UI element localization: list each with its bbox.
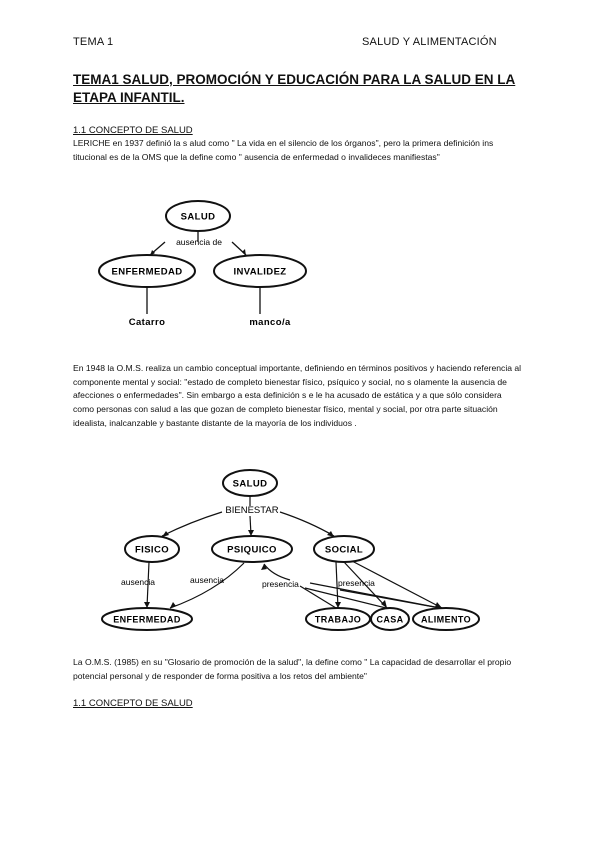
diagram2-psiquico-label: PSIQUICO — [227, 544, 277, 556]
diagram1-enfermedad-label: ENFERMEDAD — [111, 266, 183, 278]
diagram2-alimento-label: ALIMENTO — [420, 614, 472, 625]
diagram1-manco-label: manco/a — [249, 317, 291, 328]
diagram2-edge-presencia-trabajo — [300, 586, 336, 608]
diagram2-presencia-label-2: presencia — [338, 578, 375, 588]
diagram1-catarro-label: Catarro — [128, 317, 166, 328]
diagram2-bienestar-label: BIENESTAR — [225, 505, 279, 516]
diagram2-social-label: SOCIAL — [324, 544, 364, 556]
paragraph-oms-1948: En 1948 la O.M.S. realiza un cambio conceptual importante, definiendo en términos positivos y haciendo referencia al componente mental y social: "estado de completo bienestar físico, psíquico y social, no s olamente la ausencia de afecciones o enfermedades". Sin embargo a esta definición s e le ha acusado de estática y a que sólo considera como personas con salud a las que gozan de completo bienestar físico, mental y social, por otra parte situación idealista, inalcanzable y bastante distante de la mayoría de los individuos . — [73, 363, 522, 428]
diagram1-root-label: SALUD — [180, 211, 216, 223]
diagram1-invalidez-label: INVALIDEZ — [233, 266, 287, 278]
diagram2-fisico-label: FISICO — [134, 544, 170, 556]
paragraph-oms-1985: La O.M.S. (1985) en su "Glosario de promoción de la salud", la define como " La capacidad de desarrollar el propio potencial personal y de responder de forma positiva a los retos del ambiente" — [73, 657, 512, 681]
diagram1-edge-label: ausencia de — [176, 237, 222, 247]
diagram2-casa-label: CASA — [376, 614, 404, 625]
diagram2-edge-presencia-psiquico — [264, 564, 290, 580]
diagram2-presencia-label-1: presencia — [262, 579, 299, 589]
diagram2-edge-fisico — [162, 512, 222, 536]
section-heading-footer: 1.1 CONCEPTO DE SALUD — [73, 698, 193, 709]
diagram2-enfermedad-label: ENFERMEDAD — [113, 614, 181, 625]
diagram2-root-label: SALUD — [232, 478, 268, 490]
paragraph-leriche: LERICHE en 1937 definió la s alud como " La vida en el silencio de los órganos", pero la primera definición ins titucional es de la OMS que la define como " ausencia de enfermedad o invalideces manifiestas" — [73, 138, 494, 162]
page-title: TEMA1 SALUD, PROMOCIÓN Y EDUCACIÓN PARA LA SALUD EN LA ETAPA INFANTIL. — [73, 72, 516, 105]
diagram2-arrow-alimento — [435, 602, 442, 608]
diagram2-edge-psiquico-enfermedad — [170, 563, 244, 608]
section-heading: 1.1 CONCEPTO DE SALUD — [73, 125, 193, 136]
diagram2-trabajo-label: TRABAJO — [314, 614, 362, 625]
diagram2-arrow-social — [327, 531, 334, 537]
diagram2-ausencia-label-1: ausencia — [121, 577, 156, 587]
header-left: TEMA 1 — [73, 36, 114, 48]
diagram2-edge-social — [280, 512, 334, 536]
diagram2-ausencia-label-2: ausencia — [190, 575, 225, 585]
header-right: SALUD Y ALIMENTACIÓN — [362, 36, 497, 48]
diagram2-arrow-fisico — [162, 531, 169, 537]
